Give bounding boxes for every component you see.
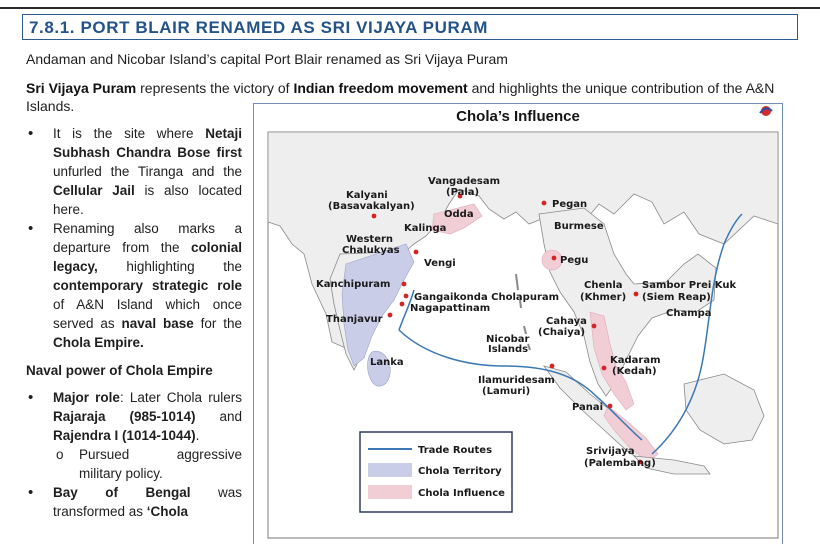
- naval-power-heading: Naval power of Chola Empire: [26, 363, 213, 378]
- label-srivijaya: Srivijaya: [586, 446, 635, 457]
- intro-bold-sri-vijaya: Sri Vijaya Puram: [26, 80, 137, 96]
- dot-kalyani: [372, 214, 377, 219]
- dot-kanchipuram: [402, 282, 407, 287]
- label-kedah: (Kedah): [612, 366, 657, 377]
- label-sambor: Sambor Prei Kuk: [642, 280, 737, 291]
- label-odda: Odda: [444, 209, 474, 220]
- map-title: Chola’s Influence: [456, 108, 580, 125]
- label-basavakalyan: (Basavakalyan): [328, 201, 415, 212]
- label-kalinga: Kalinga: [404, 223, 447, 234]
- label-chenla: Chenla: [584, 280, 623, 291]
- dot-vengi: [414, 250, 419, 255]
- section-heading: 7.8.1. PORT BLAIR RENAMED AS SRI VIJAYA PURAM: [29, 18, 489, 37]
- label-kanchipuram: Kanchipuram: [316, 279, 391, 290]
- label-nagapattinam: Nagapattinam: [410, 303, 491, 314]
- dot-lamuri: [550, 364, 555, 369]
- label-burmese: Burmese: [554, 221, 604, 232]
- label-pegu: Pegu: [560, 255, 589, 266]
- map-legend: [360, 432, 512, 512]
- label-islands: Islands: [488, 344, 529, 355]
- label-vangadesam: Vangadesam: [428, 176, 501, 187]
- map-svg: [254, 104, 783, 544]
- legend-chola-territory: Chola Territory: [418, 466, 502, 477]
- label-lanka: Lanka: [370, 357, 404, 368]
- label-kadaram: Kadaram: [610, 355, 661, 366]
- legend-trade-routes: Trade Routes: [418, 445, 493, 456]
- label-ilamuridesam: Ilamuridesam: [478, 375, 555, 386]
- intro-line-1: Andaman and Nicobar Island’s capital Port Blair renamed as Sri Vijaya Puram: [26, 51, 508, 67]
- bullet-bay-of-bengal: • Bay of Bengal was transformed as ‘Chola: [26, 483, 242, 521]
- dot-panai: [608, 404, 613, 409]
- logo-icon: [760, 106, 772, 116]
- dot-chaiya: [592, 324, 597, 329]
- label-palembang: (Palembang): [584, 458, 656, 469]
- label-chalukyas: Chalukyas: [342, 245, 400, 256]
- dot-nagapattinam: [400, 302, 405, 307]
- bullet-colonial-legacy: • Renaming also marks a departure from the colonial legacy, highlighting the contemporary strategic role of A&N Island which once served as naval base for the Chola Empire.: [26, 219, 242, 352]
- label-nicobar: Nicobar: [486, 334, 530, 345]
- dot-pegan: [542, 201, 547, 206]
- label-western: Western: [346, 234, 394, 245]
- legend-territory-swatch: [368, 463, 412, 477]
- label-siem-reap: (Siem Reap): [642, 292, 711, 303]
- sub-bullet-military-policy: o Pursued aggressive military policy.: [26, 445, 242, 483]
- left-column: [26, 124, 242, 521]
- label-pegan: Pegan: [552, 199, 588, 210]
- dot-pegu: [552, 256, 557, 261]
- label-cahaya: Cahaya: [546, 316, 587, 327]
- label-champa: Champa: [666, 308, 712, 319]
- label-lamuri: (Lamuri): [482, 386, 531, 397]
- legend-chola-influence: Chola Influence: [418, 488, 505, 499]
- section-heading-box: [22, 14, 798, 40]
- bullet-major-role: • Major role: Later Chola rulers Rajaraja (985-1014) and Rajendra I (1014-1044).: [26, 388, 242, 445]
- top-rule: [0, 7, 820, 9]
- label-khmer: (Khmer): [580, 292, 627, 303]
- dot-gangaikonda: [404, 294, 409, 299]
- label-kalyani: Kalyani: [346, 190, 388, 201]
- label-vengi: Vengi: [424, 258, 456, 269]
- chola-influence-map: [253, 103, 783, 544]
- label-pala: (Pala): [446, 187, 480, 198]
- dot-kedah: [602, 366, 607, 371]
- label-gangaikonda: Gangaikonda Cholapuram: [414, 292, 560, 303]
- dot-sambor: [634, 292, 639, 297]
- intro-paragraph: Sri Vijaya Puram represents the victory of Indian freedom movement and highlights the unique contribution of the A&N Islands.: [26, 80, 775, 114]
- chola-influence-pegu: [542, 250, 562, 270]
- intro-bold-freedom: Indian freedom movement: [293, 80, 468, 96]
- dot-thanjavur: [388, 313, 393, 318]
- legend-influence-swatch: [368, 485, 412, 499]
- label-chaiya: (Chaiya): [538, 327, 586, 338]
- label-thanjavur: Thanjavur: [326, 314, 383, 325]
- label-panai: Panai: [572, 402, 604, 413]
- bullet-netaji: • It is the site where Netaji Subhash Chandra Bose first unfurled the Tiranga and the Cellular Jail is also located here.: [26, 124, 242, 219]
